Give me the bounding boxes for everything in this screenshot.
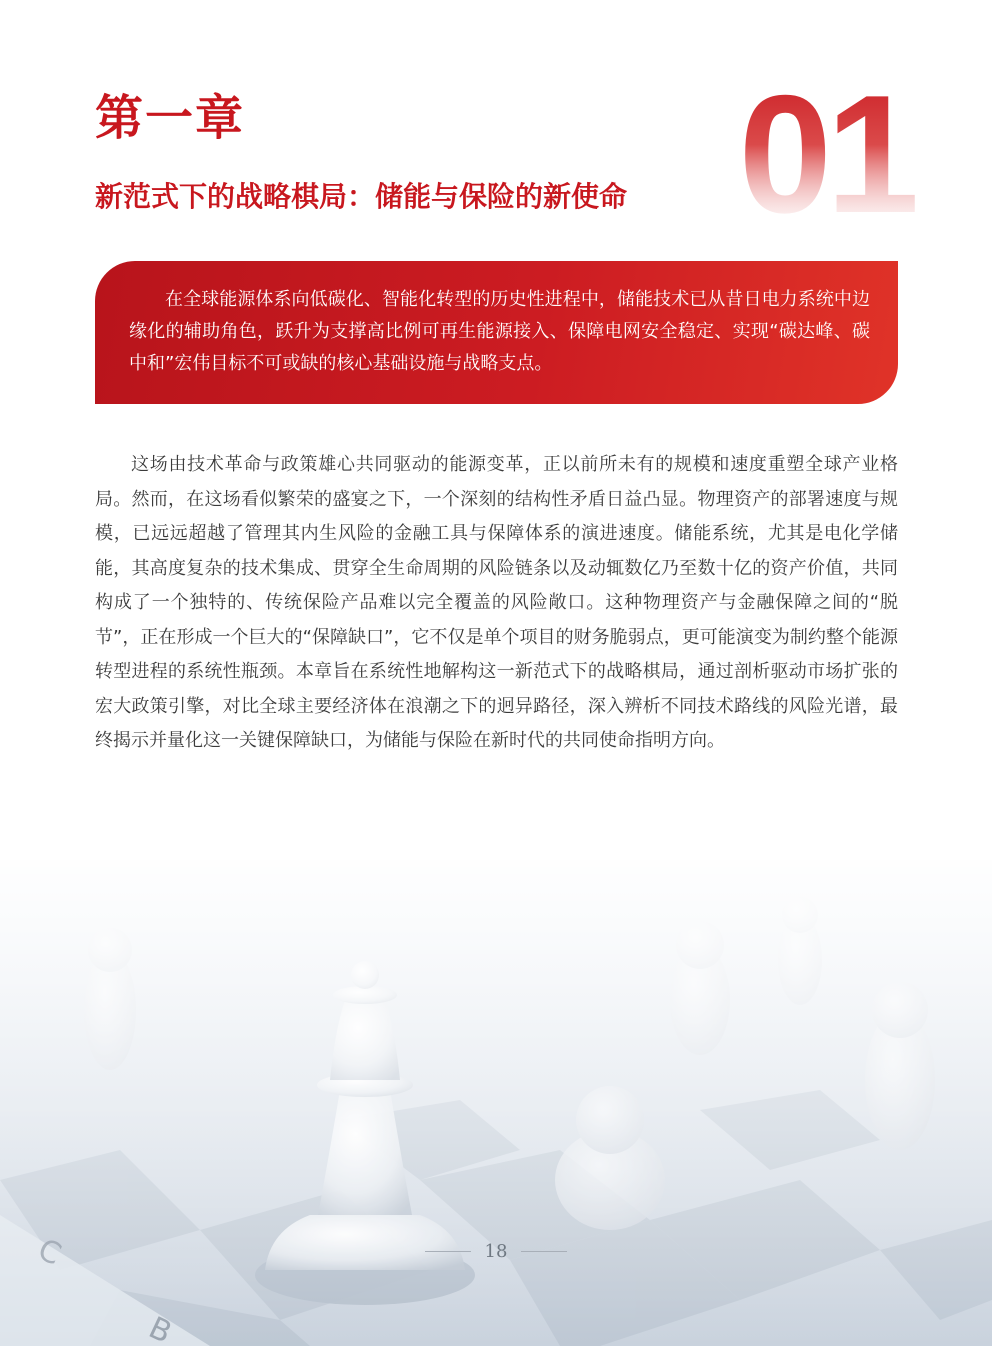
intro-callout — [95, 261, 898, 404]
page-number: 18 — [484, 1240, 508, 1262]
chapter-subtitle: 新范式下的战略棋局：储能与保险的新使命 — [95, 180, 628, 213]
footer-line-left — [425, 1251, 471, 1252]
chapter-number-graphic — [738, 62, 918, 222]
intro-text: 在全球能源体系向低碳化、智能化转型的历史性进程中，储能技术已从昔日电力系统中边缘化的辅助角色，跃升为支撑高比例可再生能源接入、保障电网安全稳定、实现“碳达峰、碳中和”宏伟目标不可或缺的核心基础设施与战略支点。 — [129, 289, 870, 374]
page-footer — [0, 1236, 992, 1266]
body-paragraph: 这场由技术革命与政策雄心共同驱动的能源变革，正以前所未有的规模和速度重塑全球产业格局。然而，在这场看似繁荣的盛宴之下，一个深刻的结构性矛盾日益凸显。物理资产的部署速度与规模，已远远超越了管理其内生风险的金融工具与保障体系的演进速度。储能系统，尤其是电化学储能，其高度复杂的技术集成、贯穿全生命周期的风险链条以及动辄数亿乃至数十亿的资产价值，共同构成了一个独特的、传统保险产品难以完全覆盖的风险敞口。这种物理资产与金融保障之间的“脱节”，正在形成一个巨大的“保障缺口”，它不仅是单个项目的财务脆弱点，更可能演变为制约整个能源转型进程的系统性瓶颈。本章旨在系统性地解构这一新范式下的战略棋局，通过剖析驱动市场扩张的宏大政策引擎，对比全球主要经济体在浪潮之下的迥异路径，深入辨析不同技术路线的风险光谱，最终揭示并量化这一关键保障缺口，为储能与保险在新时代的共同使命指明方向。 — [95, 454, 898, 751]
chapter-title: 第一章 — [95, 90, 246, 146]
chapter-number: 01 — [738, 62, 914, 222]
footer-line-right — [521, 1251, 567, 1252]
